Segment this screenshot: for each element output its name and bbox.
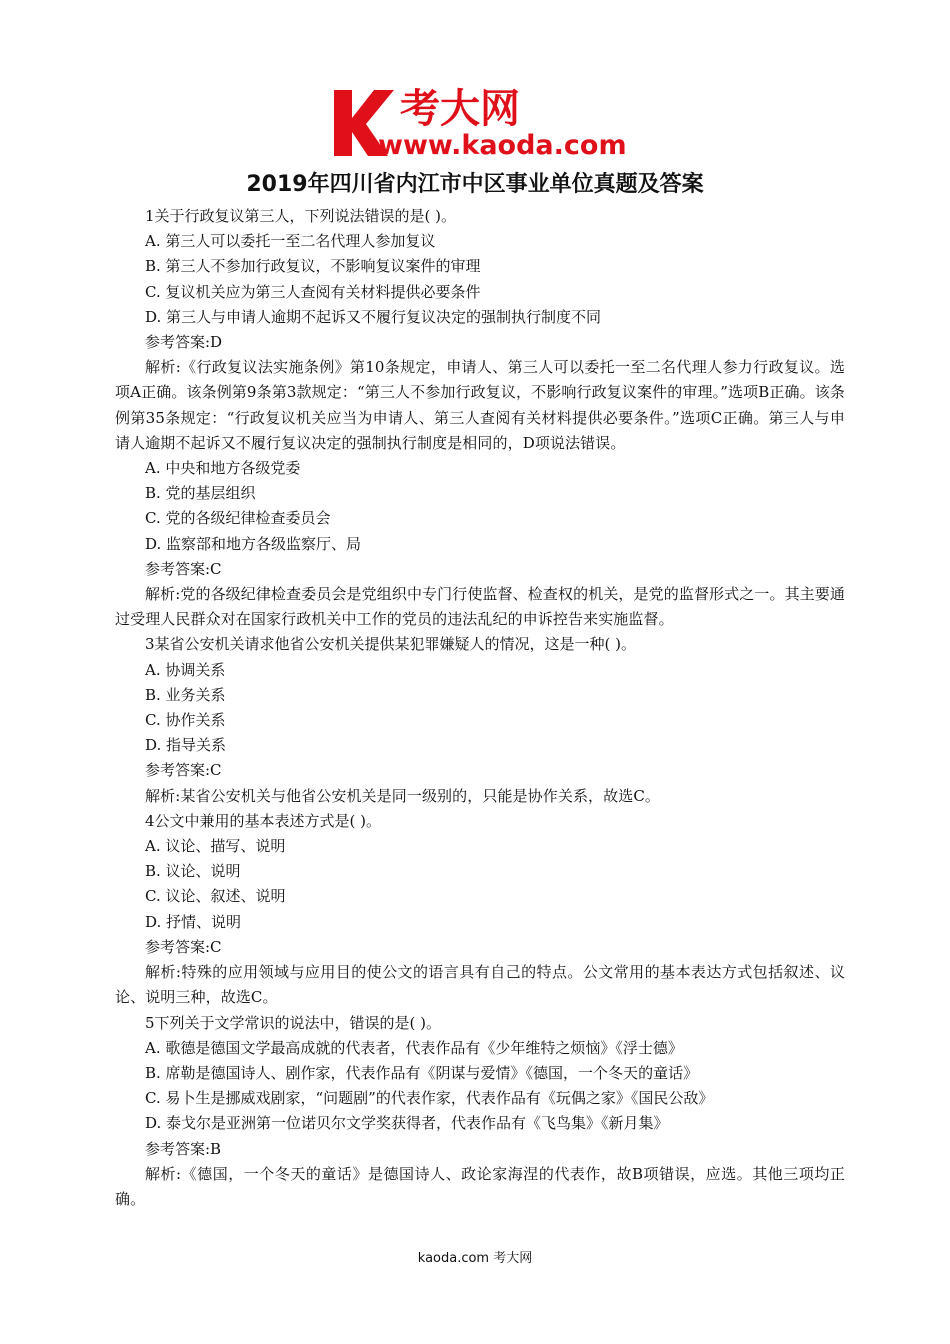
analysis: 解析:《德国，一个冬天的童话》是德国诗人、政论家海涅的代表作，故B项错误，应选。其他三项均正确。: [115, 1164, 845, 1208]
question-stem: 4公文中兼用的基本表述方式是( )。: [145, 811, 382, 830]
kaoda-logo: [328, 82, 658, 162]
answer: 参考答案:C: [145, 559, 222, 578]
option: B. 议论、说明: [145, 862, 241, 881]
option: C. 复议机关应为第三人查阅有关材料提供必要条件: [145, 282, 481, 301]
option: B. 第三人不参加行政复议，不影响复议案件的审理: [145, 257, 481, 276]
document-body: [115, 204, 845, 1212]
option: D. 指导关系: [145, 736, 227, 755]
option: B. 党的基层组织: [145, 484, 256, 503]
option: A. 议论、描写、说明: [145, 837, 286, 856]
option: B. 席勒是德国诗人、剧作家，代表作品有《阴谋与爱情》《德国，一个冬天的童话》: [145, 1063, 699, 1082]
option: C. 协作关系: [145, 711, 226, 730]
question-stem: 1关于行政复议第三人，下列说法错误的是( )。: [145, 207, 457, 225]
answer: 参考答案:C: [145, 761, 222, 780]
option: A. 第三人可以委托一至二名代理人参加复议: [145, 232, 436, 251]
analysis: 解析:特殊的应用领域与应用目的使公文的语言具有自己的特点。公文常用的基本表达方式包括叙述、议论、说明三种，故选C。: [115, 963, 845, 1007]
option: C. 党的各级纪律检查委员会: [145, 509, 331, 528]
page-title: 2019年四川省内江市中区事业单位真题及答案: [246, 172, 704, 197]
option: D. 第三人与申请人逾期不起诉又不履行复议决定的强制执行制度不同: [145, 307, 602, 326]
option: B. 业务关系: [145, 685, 226, 704]
option: C. 议论、叙述、说明: [145, 887, 286, 906]
logo-brand-text: 考大网: [400, 86, 520, 132]
answer: 参考答案:C: [145, 937, 222, 956]
option: D. 监察部和地方各级监察厅、局: [145, 534, 362, 553]
option: D. 泰戈尔是亚洲第一位诺贝尔文学奖获得者，代表作品有《飞鸟集》《新月集》: [145, 1114, 669, 1133]
page-footer: kaoda.com 考大网: [417, 1251, 533, 1266]
answer: 参考答案:B: [145, 1139, 222, 1158]
logo-url-text: www.kaoda.com: [378, 130, 627, 161]
analysis: 解析:《行政复议法实施条例》第10条规定，申请人、第三人可以委托一至二名代理人参力行政复议。选项A正确。该条例第9条第3款规定：“第三人不参加行政复议，不影响行政复议案件的审理。”选项B正确。该条例第35条规定：“行政复议机关应当为申请人、第三人查阅有关材料提供必要条件。”选项C正确。第三人与申请人逾期不起诉又不履行复议决定的强制执行制度是相同的，D项说法错误。: [115, 358, 845, 452]
kaoda-logo-graphic: [328, 82, 658, 162]
question-stem: 3某省公安机关请求他省公安机关提供某犯罪嫌疑人的情况，这是一种( )。: [145, 635, 637, 654]
option: A. 中央和地方各级党委: [145, 459, 301, 478]
answer: 参考答案:D: [145, 333, 223, 352]
option: D. 抒情、说明: [145, 912, 242, 931]
option: C. 易卜生是挪威戏剧家，“问题剧”的代表作家，代表作品有《玩偶之家》《国民公敌》: [145, 1089, 714, 1108]
option: A. 歌德是德国文学最高成就的代表者，代表作品有《少年维特之烦恼》《浮士德》: [145, 1038, 683, 1057]
analysis: 解析:某省公安机关与他省公安机关是同一级别的，只能是协作关系，故选C。: [145, 786, 661, 805]
option: A. 协调关系: [145, 660, 226, 679]
question-stem: 5下列关于文学常识的说法中，错误的是( )。: [145, 1013, 442, 1032]
analysis: 解析:党的各级纪律检查委员会是党组织中专门行使监督、检查权的机关，是党的监督形式之一。其主要通过受理人民群众对在国家行政机关中工作的党员的违法乱纪的申诉控告来实施监督。: [115, 585, 845, 629]
